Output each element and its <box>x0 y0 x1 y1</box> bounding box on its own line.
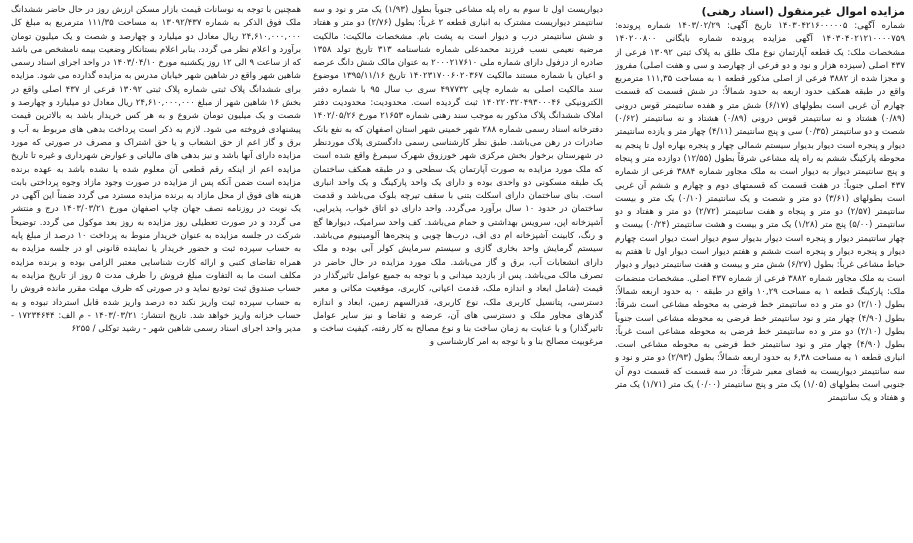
notice-text-part-3: همچنین با توجه به نوسانات قیمت بازار مسکن ارزش روز در حال حاضر ششدانگ ملک فوق الذکر به شماره ۱۳۰۹۲/۴۳۷ به مساحت ۱۱۱/۳۵ مترمربع به مبلغ کل ۲۴,۶۱۰,۰۰۰,۰۰۰ ریال معادل دو میلیارد و چهارصد و شصت و یک میلیون تومان برآورد و اعلام نظر می گردد. بنابر اعلام بستانکار وضعیت بیمه نامشخص می باشد که از ساعت ۹ الی ۱۲ روز یکشنبه مورخ ۱۴۰۳/۰۴/۱۰ در واحد اجرای اسناد رسمی شاهین شهر واقع در شاهین شهر خیابان مدرس به مزایده گذارده می شود. مزایده برای ششدانگ پلاک ثبتی شماره پلاک ثبتی ۱۳۰۹۲ فرعی از ۴۳۷ اصلی واقع در بخش ۱۶ شاهین شهر از مبلغ ۲۴,۶۱۰,۰۰۰,۰۰۰ ریال معادل دو میلیارد و چهارصد و شصت و یک میلیون تومان شروع و به هر کس خریدار باشد به بالاترین قیمت پیشنهادی فروخته می شود. لازم به ذکر است پرداخت بدهی های مربوط به آب و برق و گاز اعم از حق انشعاب و یا حق اشتراک و مصرف در صورتی که مورد مزایده دارای آنها باشد و نیز بدهی های مالیاتی و عوارض شهرداری و غیره تا تاریخ مزایده اعم از اینکه رقم قطعی آن معلوم شده یا نشده باشد به عهده برنده مزایده است ضمن آنکه پس از مزایده در صورت وجود مازاد وجوه پرداختی بابت هزینه های فوق از محل مازاد به برنده مزایده مسترد می گردد ضمناً این آگهی در یک نوبت در روزنامه نصف جهان چاپ اصفهان مورخ ۱۴۰۳/۰۳/۲۱ درج و منتشر می گردد و در صورت تعطیلی روز مزایده به روز بعد موکول می گردد. توضیحاً شرکت در جلسه مزایده به عنوان خریدار منوط به پرداخت ۱۰ درصد از مبلغ پایه به حساب سپرده ثبت و حضور خریدار یا نماینده قانونی او در جلسه مزایده به همراه تقاضای کتبی و ارائه کارت شناسایی معتبر الزامی بوده و برنده مزایده مکلف است ما به التفاوت مبلغ فروش را ظرف مدت ۵ روز از تاریخ مزایده به حساب صندوق ثبت تودیع نماید و در صورتی که ظرف مهلت مقرر مانده فروش را به حساب سپرده ثبت واریز نکند ده درصد واریز شده قابل استرداد نبوده و به حساب خزانه واریز خواهد شد. تاریخ انتشار: ۱۴۰۳/۰۳/۲۱ - م الف: ۱۷۲۳۴۶۴۴ - مدیر واحد اجرای اسناد رسمی شاهین شهر - رشید توکلی / ۶۲۵۵ <box>11 5 301 335</box>
notice-column-3 <box>11 4 301 539</box>
notice-column-1 <box>615 4 905 539</box>
notice-column-2 <box>313 4 603 539</box>
notice-text-part-2: دیواریست اول تا سوم به راه پله مشاعی جنوباً بطول (۱/۹۳) یک متر و نود و سه سانتیمتر دیواریست مشترک به انباری قطعه ۲ غرباً: بطول (۲/۷۶) دو متر و هفتاد و شش سانتیمتر درب و دیوار است به پشت بام. مشخصات مالکیت: مالکیت مرضیه نعیمی نسب فرزند محمدعلی شماره شناسنامه ۳۱۳ تاریخ تولد ۱۳۵۸ صادره از دزفول دارای شماره ملی ۲۰۰۰۲۱۷۶۱۰ به عنوان مالک شش دانگ عرصه و اعیان با شماره مستند مالکیت ۱۴۰۲۳۱۷۰۰۶۰۲۰۳۶۷ تاریخ ۱۳۹۵/۱۱/۱۶ موضوع سند مالکیت اصلی به شماره چاپی ۴۹۷۷۳۲ سری ب سال ۹۵ با شماره دفتر الکترونیکی ۱۴۰۲۲۰۳۲۰۴۹۳۰۰۰۴۶ ثبت گردیده است. محدودیت: محدودیت دفتر املاک ششدانگ پلاک مذکور به موجب سند رهنی شماره ۲۱۶۵۳ مورخ ۱۴۰۲/۰۵/۲۶ دفترخانه اسناد رسمی شماره ۲۸۸ شهر خمینی شهر استان اصفهان که به نفع بانک صادرات در رهن می‌باشد. طبق نظر کارشناسی رسمی دادگستری پلاک موردنظر در شهرستان برخوار بخش مرکزی شهر خورزوق شهرک سیمرغ واقع شده است که ملک مورد مزایده به صورت آپارتمان یک سطحی و در طبقه همکف ساختمان یک طبقه مسکونی دو واحدی بوده و دارای یک واحد پارکینگ و یک واحد انباری است. بنای ساختمان دارای اسکلت بتنی با سقف تیرچه بلوک می‌باشد و قدمت ساختمان در حدود ۱۰ سال برآورد می‌گردد. واحد دارای دو اتاق خواب، پذیرایی، آشپزخانه اپن، سرویس بهداشتی و حمام می‌باشد. کف واحد سرامیک، دیوارها گچ و رنگ، کابینت آشپزخانه ام دی اف، درب‌ها چوبی و پنجره‌ها آلومینیوم می‌باشد. سیستم گرمایش واحد بخاری گازی و سیستم سرمایش کولر آبی بوده و ملک دارای انشعابات آب، برق و گاز می‌باشد. ملک مورد مزایده در حال حاضر در تصرف مالک می‌باشد. پس از بازدید میدانی و با توجه به جمیع عوامل تاثیرگذار در قیمت (شامل ابعاد و اندازه ملک، قدمت اعیانی، کاربری، موقعیت مکانی و معبر دسترسی، پتانسیل کاربری ملک، نوع کاربری، قدرالسهم زمین، ابعاد و اندازه گذرهای مجاور ملک و دسترسی های آن، عرضه و تقاضا و نیز سایر عوامل تاثیرگذار) و با عنایت به زمان ساخت بنا و نوع مصالح به کار رفته، کیفیت ساخت و مرغوبیت مصالح بنا و با توجه به امر کارشناسی و <box>313 5 603 348</box>
notice-text-part-1: شماره آگهی: ۱۴۰۳۰۴۲۱۶۰۰۰۰۰۵ تاریخ آگهی: ۱۴۰۳/۰۲/۲۹ شماره پرونده: ۱۴۰۳۰۴۰۲۱۲۱۰۰۰۰۷۵۹ آگهی مزایده پرونده شماره بایگانی ۱۴۰۲۰۰۸۰۰ مشخصات ملک: یک قطعه آپارتمان نوع ملک طلق به پلاک ثبتی ۱۳۰۹۲ فرعی از ۴۳۷ اصلی (سیزده هزار و نود و دو فرعی از چهارصد و سی و هفت اصلی) مفروز و مجزا شده از ۳۸۸۲ فرعی از اصلی مذکور قطعه ۱ به مساحت ۱۱۱,۳۵ مترمربع واقع در طبقه همکف حدود اربعه به حدود شمالاً: در شش قسمت که قسمت چهارم آن غربی است بطولهای (۶/۱۷) شش متر و هفده سانتیمتر قوس درونی (۰/۸۹) هشتاد و نه سانتیمتر قوس درونی (۰/۸۹) هشتاد و نه سانتیمتر (۰/۶۲) شصت و دو سانتیمتر (۰/۳۵) سی و پنج سانتیمتر (۴/۱۱) چهار متر و یازده سانتیمتر دیوار و پنجره است دیوار بدیوار سیستم شمالی چهار و پنجره بهاره اول تا پنجم به محوطه پارکینگ ششم به راه پله مشاعی شرقاً بطول (۱۲/۵۵) دوازده متر و پنجاه و پنج سانتیمتر دیوار به دیوار است به ملک مجاور شماره ۳۸۸۴ فرعی از شماره ۴۳۷ اصلی جنوباً: در هفت قسمت که قسمتهای دوم و چهارم و ششم آن غربی است بطولهای (۳/۶۱) دو متر و شصت و یک سانتیمتر (۰/۱۰) یک متر و بیست سانتیمتر (۲/۵۷) دو متر و پنجاه و هفت سانتیمتر (۲/۷۲) دو متر و هفتاد و دو سانتیمتر (۵/۰۰) پنج متر (۱/۲۸) یک متر و بیست و هشت سانتیمتر (۰/۲۴) بیست و چهار سانتیمتر دیوار و پنجره است دیوار بدیوار سوم دیوار است دیوار است چهارم دیوار و پنجره دیوار و پنجره است ششم و هفتم دیوار است دیوار اول تا هفتم به حیاط مشاعی غرباً: بطول (۶/۲۷) شش متر و بیست و هفت سانتیمتر دیوار و دیوار است به ملک مجاور شماره ۳۸۸۲ فرعی از شماره ۴۳۷ اصلی. مشخصات منضمات ملک: پارکینگ قطعه ۱ به مساحت ۱۰,۲۹ واقع در طبقه ۰ به حدود اربعه شمالاً: بطول (۲/۱۰) دو متر و ده سانتیمتر خط فرضی به محوطه مشاعی است شرقاً: بطول (۴/۹۰) چهار متر و نود سانتیمتر خط فرضی به محوطه مشاعی است جنوباً بطول (۲/۱۰) دو متر و ده سانتیمتر خط فرضی به محوطه مشاعی است غرباً: بطول (۴/۹۰) چهار متر و نود سانتیمتر خط فرضی به محوطه مشاعی است. انباری قطعه ۱ به مساحت ۶,۳۸ به حدود اربعه شمالاً: بطول (۲/۹۳) دو متر و نود و سه سانتیمتر دیواریست به فضای معبر شرقاً: در سه قسمت که قسمت دوم آن جنوبی است بطولهای (۱/۰۵) یک متر و پنج سانتیمتر (۰/۰۰) یک متر (۱/۷۱) یک متر و هفتاد و یک سانتیمتر <box>615 21 905 404</box>
notice-title: مزایده اموال غیرمنقول (اسناد رهنی) <box>701 5 905 18</box>
